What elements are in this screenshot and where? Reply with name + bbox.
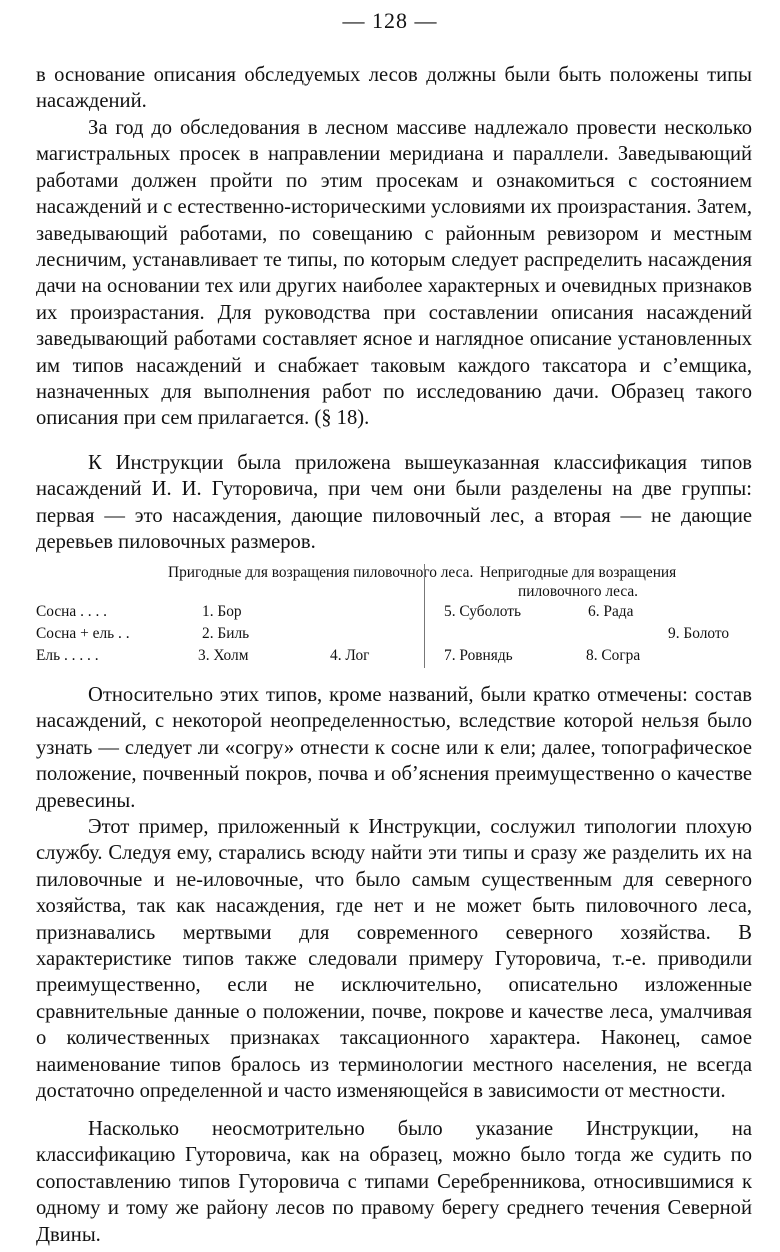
paragraph-4: Относительно этих типов, кроме названий, были кратко отмечены: состав насаждений, с некоторой неопределенностью, вследствие которой нельзя было узнать — следует ли «согру» отнести к сосне или к ели; далее, топографическое положение, почвенный покров, почва и об’яснения преимущественно о качестве древесины. bbox=[36, 684, 752, 812]
table-cell: 9. Болото bbox=[668, 625, 730, 642]
page-number: — 128 — bbox=[342, 8, 438, 33]
paragraph-1: в основание описания обследуемых лесов должны были быть положены типы насаждений. bbox=[36, 64, 752, 113]
table-cell: 3. Холм bbox=[198, 647, 249, 664]
table-row-species: Ель . . . . . bbox=[36, 647, 99, 664]
table-cell: 1. Бор bbox=[202, 603, 242, 620]
paragraph-2: За год до обследования в лесном массиве надлежало провести несколько магистральных просек в направлении меридиана и параллели. Заведывающий работами должен пройти по этим просекам и ознакомиться с состоянием насаждений и с естественно-историческими условиями их произрастания. Затем, заведывающий работами, по совещанию с районным ревизором и местным лесничим, устанавливает те типы, по которым следует распределить насаждения дачи на основании тех или других наиболее характерных и очевидных признаков их произрастания. Для руководства при составлении описания насаждений заведывающий работами составляет ясное и наглядное описание установленных им типов насаждений и снабжает таковым каждого таксатора и с’емщика, назначенных для выполнения работ по исследованию дачи. Образец такого описания при сем прилагается. (§ 18). bbox=[36, 117, 752, 430]
table-cell: 2. Биль bbox=[202, 625, 250, 642]
paragraph-5: Этот пример, приложенный к Инструкции, сослужил типологии плохую службу. Следуя ему, старались всюду найти эти типы и сразу же разделить их на пиловочные и не-иловочные, что было самым существенным для северного хозяйства, так как насаждения, где нет и не может быть пиловочного леса, признавались мертвыми для современного северного хозяйства. В характеристике типов также следовали примеру Гуторовича, т.-е. приводили преимущественно, если не исключительно, описательно изложенные сравнительные данные о положении, почве, покрове и качестве леса, умалчивая о количественных признаках таксационного характера. Наконец, самое наименование типов бралось из терминологии местного населения, не всегда достаточно определенной и часто изменяющейся в зависимости от местности. bbox=[36, 816, 752, 1103]
table-cell: 7. Ровнядь bbox=[444, 647, 513, 664]
table-header-unsuitable: Непригодные для возращения пиловочного леса. bbox=[479, 564, 677, 600]
table-cell: 8. Согра bbox=[586, 647, 641, 664]
table-divider bbox=[424, 564, 425, 668]
table-cell: 5. Суболоть bbox=[444, 603, 522, 620]
table-cell: 4. Лог bbox=[330, 647, 370, 664]
table-row-species: Сосна . . . . bbox=[36, 603, 108, 620]
table-header-suitable: Пригодные для возращения пиловочного леса. bbox=[168, 564, 474, 581]
table-row-species: Сосна + ель . . bbox=[36, 625, 130, 642]
table-cell: 6. Рада bbox=[588, 603, 634, 620]
paragraph-3: К Инструкции была приложена вышеуказанная классификация типов насаждений И. И. Гуторовича, при чем они были разделены на две группы: первая — это насаждения, дающие пиловочный лес, а вторая — не дающие деревьев пиловочных размеров. bbox=[36, 452, 752, 554]
paragraph-6: Насколько неосмотрительно было указание Инструкции, на классификацию Гуторовича, как на образец, можно было тогда же судить по сопоставлению типов Гуторовича с типами Серебренникова, относившимися к одному и тому же району лесов по правому берегу среднего течения Северной Двины. bbox=[36, 1118, 752, 1246]
